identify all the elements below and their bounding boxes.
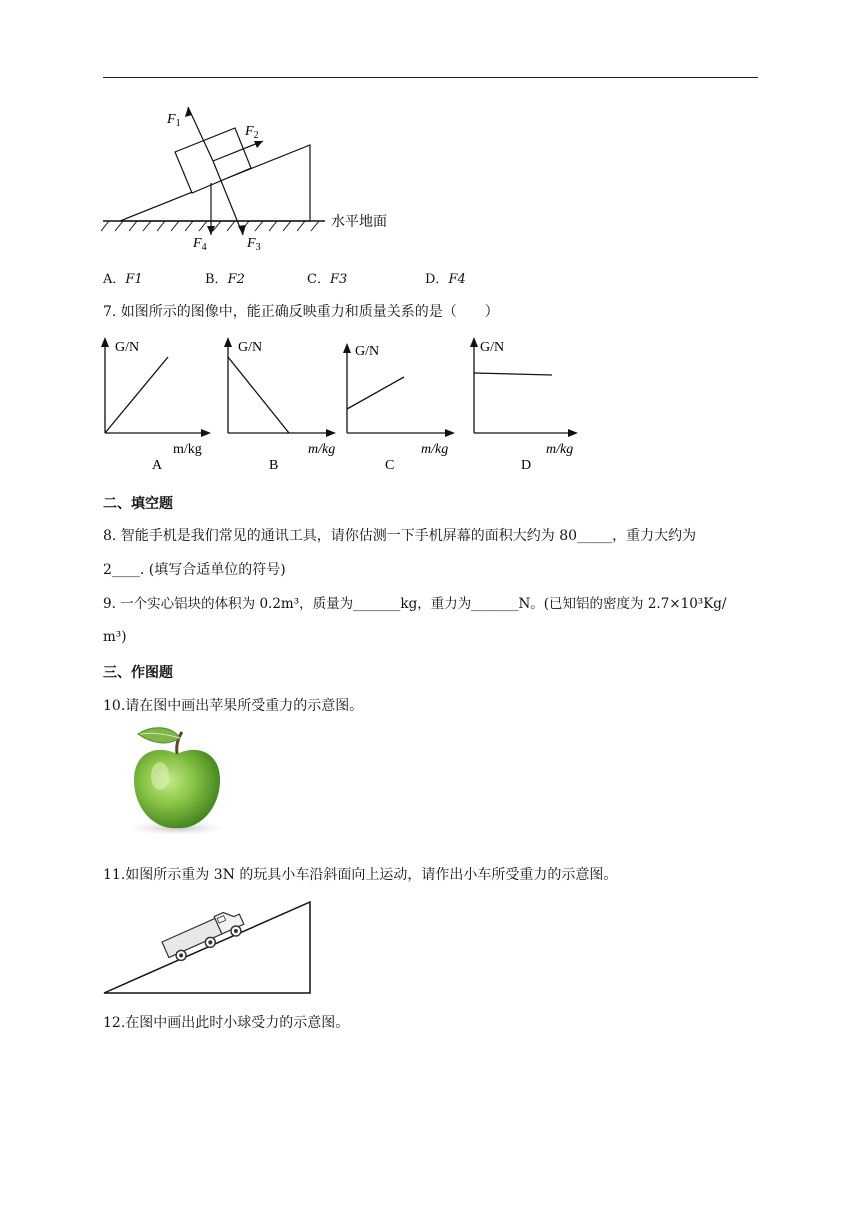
incline-car-diagram xyxy=(100,898,320,998)
graph-a xyxy=(95,335,215,475)
f3-label: $F_3$ xyxy=(247,236,261,253)
q10-stem: 10.请在图中画出苹果所受重力的示意图。 xyxy=(103,698,364,714)
section-drawing-heading: 三、作图题 xyxy=(103,665,173,681)
q7-stem: 7. 如图所示的图像中，能正确反映重力和质量关系的是（ ） xyxy=(103,304,499,320)
graph-b-ylabel: G/N xyxy=(238,340,263,355)
graph-b-xlabel: m/kg xyxy=(308,442,336,457)
header-rule xyxy=(103,77,758,78)
q8-line1: 8. 智能手机是我们常见的通讯工具，请你估测一下手机屏幕的面积大约为 80_____，重力大约为 xyxy=(103,528,697,544)
graph-d-xlabel: m/kg xyxy=(546,442,574,457)
graph-c-letter: C xyxy=(385,458,395,473)
q11-stem: 11.如图所示重为 3N 的玩具小车沿斜面向上运动，请作出小车所受重力的示意图。 xyxy=(103,867,618,883)
incline-force-diagram xyxy=(95,95,415,260)
apple-image xyxy=(122,720,232,838)
section-fill-blank-heading: 二、填空题 xyxy=(103,496,173,512)
f4-label: $F_4$ xyxy=(193,236,207,253)
graph-b-letter: B xyxy=(269,458,279,473)
graph-a-xlabel: m/kg xyxy=(173,442,202,457)
graph-d xyxy=(464,335,589,475)
q6-options xyxy=(103,268,663,288)
ground-label: 水平地面 xyxy=(331,215,387,230)
q9-line1: 9. 一个实心铝块的体积为 0.2m³，质量为_______kg，重力为_______N。(已知铝的密度为 2.7×10³Kg/ xyxy=(103,596,727,612)
graph-d-letter: D xyxy=(521,458,532,473)
option-c-letter: C． xyxy=(307,272,330,287)
f2-label: $F_2$ xyxy=(245,124,259,141)
q8-line2: 2____. (填写合适单位的符号) xyxy=(103,562,286,578)
graph-c-xlabel: m/kg xyxy=(421,442,449,457)
option-a-value: F1 xyxy=(125,272,143,287)
option-c-value: F3 xyxy=(329,272,348,287)
option-d-letter: D． xyxy=(425,272,449,287)
graph-d-ylabel: G/N xyxy=(480,340,505,355)
graph-a-ylabel: G/N xyxy=(115,340,140,355)
graph-c-ylabel: G/N xyxy=(355,344,380,359)
option-b-letter: B． xyxy=(205,272,228,287)
q12-stem: 12.在图中画出此时小球受力的示意图。 xyxy=(103,1015,350,1031)
graph-c xyxy=(337,335,462,475)
f1-label: $F_1$ xyxy=(167,112,181,129)
graph-b xyxy=(218,335,343,475)
option-a-letter: A． xyxy=(103,272,126,287)
option-d-value: F4 xyxy=(448,272,466,287)
graph-a-letter: A xyxy=(152,458,163,473)
option-b-value: F2 xyxy=(227,272,245,287)
q9-line2: m³) xyxy=(103,629,127,645)
